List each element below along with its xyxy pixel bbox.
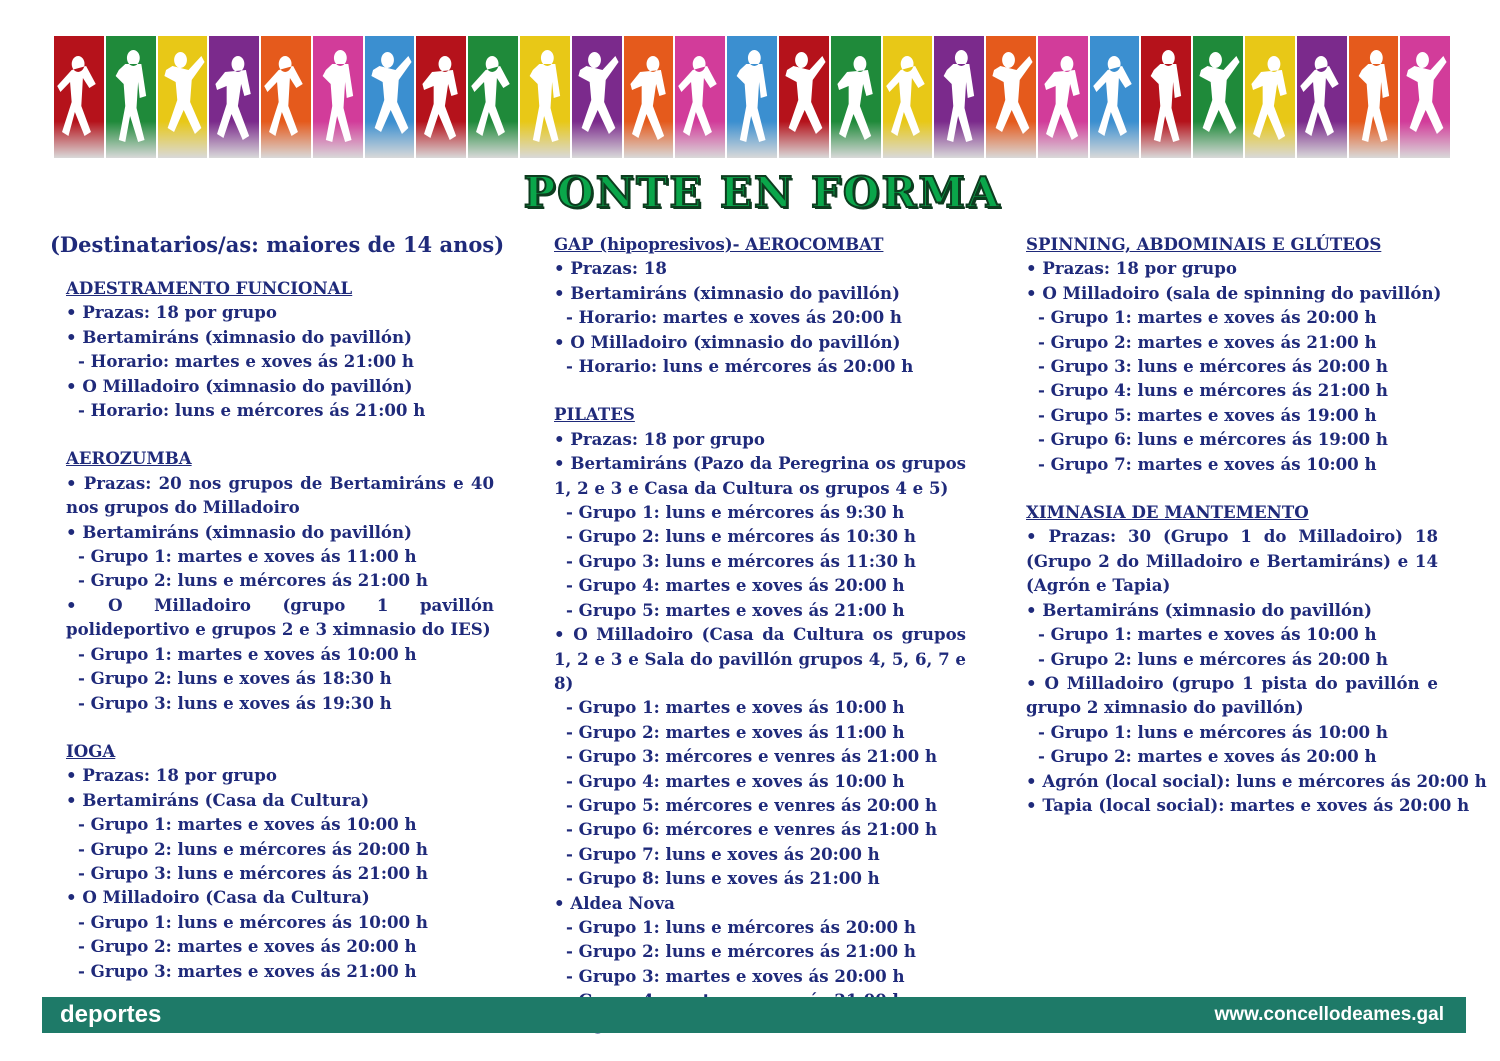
activity-detail: • O Milladoiro (grupo 1 pista do pavillón e grupo 2 ximnasio do pavillón) <box>1026 672 1438 718</box>
activity-heading: IOGA <box>66 740 116 761</box>
banner-tile <box>1245 36 1295 158</box>
banner-tile <box>365 36 415 158</box>
activity-detail: • Agrón (local social): luns e mércores ás 20:00 h <box>1026 770 1487 791</box>
schedule-item: - Grupo 4: martes e xoves ás 20:00 h <box>566 575 905 596</box>
schedule-item: - Grupo 3: luns e xoves ás 19:30 h <box>78 692 392 713</box>
banner-tile <box>934 36 984 158</box>
schedule-item: - Grupo 1: luns e mércores ás 9:30 h <box>566 502 905 523</box>
athlete-silhouette-icon <box>1141 36 1191 158</box>
athlete-silhouette-icon <box>313 36 363 158</box>
banner-tile <box>831 36 881 158</box>
athlete-silhouette-icon <box>468 36 518 158</box>
schedule-item: - Horario: luns e mércores ás 20:00 h <box>566 356 914 377</box>
athlete-silhouette-icon <box>158 36 208 158</box>
schedule-item: - Grupo 1: martes e xoves ás 11:00 h <box>78 546 417 567</box>
activity-section <box>1026 500 1487 817</box>
banner-tile <box>54 36 104 158</box>
schedule-item: - Grupo 3: martes e xoves ás 20:00 h <box>566 965 905 986</box>
athlete-silhouette-icon <box>934 36 984 158</box>
schedule-item: - Horario: martes e xoves ás 20:00 h <box>566 307 902 328</box>
athlete-silhouette-icon <box>883 36 933 158</box>
banner-tile <box>727 36 777 158</box>
activity-detail: • Bertamiráns (Pazo da Peregrina os grupos 1, 2 e 3 e Casa da Cultura os grupos 4 e 5) <box>554 453 966 498</box>
schedule-item: - Grupo 1: luns e mércores ás 10:00 h <box>1038 721 1388 742</box>
schedule-item: - Grupo 2: martes e xoves ás 11:00 h <box>566 721 905 742</box>
athlete-silhouette-icon <box>1245 36 1295 158</box>
schedule-item: - Grupo 1: luns e mércores ás 10:00 h <box>78 911 428 932</box>
banner-tile <box>675 36 725 158</box>
schedule-item: - Grupo 5: martes e xoves ás 21:00 h <box>566 599 905 620</box>
schedule-item: - Grupo 2: luns e mércores ás 10:30 h <box>566 526 916 547</box>
schedule-item: - Grupo 6: mércores e venres ás 21:00 h <box>566 819 938 840</box>
column-right <box>1026 232 1487 841</box>
activity-detail: • Prazas: 18 por grupo <box>1026 258 1237 279</box>
schedule-item: - Grupo 2: martes e xoves ás 20:00 h <box>1038 746 1377 767</box>
activity-detail: • Aldea Nova <box>554 892 675 913</box>
athlete-silhouette-icon <box>54 36 104 158</box>
footer-website-link[interactable]: www.concellodeames.gal <box>1214 1004 1444 1025</box>
banner-tile <box>416 36 466 158</box>
banner-tile <box>1141 36 1191 158</box>
schedule-item: - Grupo 2: luns e mércores ás 20:00 h <box>1038 648 1388 669</box>
column-left <box>66 276 494 1007</box>
activity-detail: • Tapia (local social): martes e xoves ás 20:00 h <box>1026 794 1470 815</box>
schedule-item: - Grupo 2: martes e xoves ás 21:00 h <box>1038 331 1377 352</box>
schedule-item: - Grupo 2: luns e xoves ás 18:30 h <box>78 668 392 689</box>
activity-detail: • Prazas: 18 por grupo <box>66 302 277 323</box>
activity-section <box>1026 232 1442 476</box>
footer-department: deportes <box>60 1001 162 1028</box>
banner-tile <box>986 36 1036 158</box>
schedule-item: - Grupo 1: martes e xoves ás 10:00 h <box>78 643 417 664</box>
athlete-silhouette-icon <box>1297 36 1347 158</box>
activity-detail: • Prazas: 18 por grupo <box>554 428 765 449</box>
banner-tile <box>1349 36 1399 158</box>
athlete-silhouette-icon <box>261 36 311 158</box>
schedule-item: - Horario: martes e xoves ás 21:00 h <box>78 351 414 372</box>
activity-detail: • Bertamiráns (Casa da Cultura) <box>66 789 370 810</box>
banner-tile <box>624 36 674 158</box>
page-title: PONTE EN FORMA <box>523 168 1002 217</box>
audience-note: (Destinatarios/as: maiores de 14 anos) <box>50 232 505 257</box>
schedule-item: - Grupo 6: luns e mércores ás 19:00 h <box>1038 429 1388 450</box>
activity-detail: • Bertamiráns (ximnasio do pavillón) <box>1026 599 1372 620</box>
activity-section <box>66 276 494 422</box>
athlete-silhouette-icon <box>520 36 570 158</box>
schedule-item: - Grupo 1: martes e xoves ás 10:00 h <box>1038 624 1377 645</box>
activity-section <box>554 232 966 378</box>
banner-tile <box>261 36 311 158</box>
athlete-silhouette-icon <box>106 36 156 158</box>
activity-detail: • Prazas: 30 (Grupo 1 do Milladoiro) 18 (Grupo 2 do Milladoiro e Bertamiráns) e 14 (Agrón e Tapia) <box>1026 526 1438 596</box>
banner-tile <box>779 36 829 158</box>
schedule-item: - Grupo 8: luns e xoves ás 21:00 h <box>566 868 880 889</box>
banner-tile <box>158 36 208 158</box>
schedule-item: - Grupo 1: martes e xoves ás 10:00 h <box>78 814 417 835</box>
schedule-item: - Grupo 3: luns e mércores ás 20:00 h <box>1038 356 1388 377</box>
athlete-silhouette-icon <box>1038 36 1088 158</box>
athlete-silhouette-icon <box>779 36 829 158</box>
schedule-item: - Grupo 3: luns e mércores ás 11:30 h <box>566 550 916 571</box>
athlete-silhouette-icon <box>727 36 777 158</box>
schedule-item: - Grupo 4: luns e mércores ás 21:00 h <box>1038 380 1388 401</box>
activity-detail: • O Milladoiro (Casa da Cultura os grupos 1, 2 e 3 e Sala do pavillón grupos 4, 5, 6, 7 e 8) <box>554 624 966 693</box>
schedule-item: - Grupo 5: martes e xoves ás 19:00 h <box>1038 404 1377 425</box>
activity-section <box>66 446 494 714</box>
activity-heading: XIMNASIA DE MANTEMENTO <box>1026 502 1309 523</box>
athlete-silhouette-icon <box>1349 36 1399 158</box>
banner-tile <box>313 36 363 158</box>
activity-detail: • Prazas: 18 <box>554 258 667 279</box>
activity-detail: • Prazas: 18 por grupo <box>66 765 277 786</box>
banner-tile <box>106 36 156 158</box>
schedule-item: - Grupo 2: luns e mércores ás 21:00 h <box>566 941 916 962</box>
banner-tile <box>520 36 570 158</box>
schedule-item: - Grupo 4: martes e xoves ás 10:00 h <box>566 770 905 791</box>
athlete-silhouette-icon <box>986 36 1036 158</box>
banner-tile <box>1090 36 1140 158</box>
schedule-item: - Grupo 2: luns e mércores ás 21:00 h <box>78 570 428 591</box>
banner-tile <box>1038 36 1088 158</box>
schedule-item: - Grupo 3: luns e mércores ás 21:00 h <box>78 862 428 883</box>
schedule-item: - Horario: luns e mércores ás 21:00 h <box>78 400 426 421</box>
banner-tile <box>1193 36 1243 158</box>
activity-heading: AEROZUMBA <box>66 448 192 469</box>
activity-detail: • O Milladoiro (Casa da Cultura) <box>66 887 370 908</box>
activity-section <box>554 402 966 1037</box>
sports-banner <box>54 36 1450 158</box>
activity-heading: PILATES <box>554 404 635 425</box>
schedule-item: - Grupo 5: mércores e venres ás 20:00 h <box>566 794 938 815</box>
activity-detail: • O Milladoiro (ximnasio do pavillón) <box>554 331 901 352</box>
athlete-silhouette-icon <box>1193 36 1243 158</box>
schedule-item: - Grupo 1: martes e xoves ás 10:00 h <box>566 697 905 718</box>
athlete-silhouette-icon <box>675 36 725 158</box>
banner-tile <box>572 36 622 158</box>
activity-detail: • Bertamiráns (ximnasio do pavillón) <box>554 282 900 303</box>
footer-bar <box>42 997 1466 1033</box>
activity-detail: • Prazas: 20 nos grupos de Bertamiráns e 40 nos grupos do Milladoiro <box>66 472 494 518</box>
activity-detail: • O Milladoiro (grupo 1 pavillón polideportivo e grupos 2 e 3 ximnasio do IES) <box>66 594 494 640</box>
activity-detail: • Bertamiráns (ximnasio do pavillón) <box>66 521 412 542</box>
athlete-silhouette-icon <box>416 36 466 158</box>
column-middle <box>554 232 966 1061</box>
banner-tile <box>1297 36 1347 158</box>
schedule-item: - Grupo 3: martes e xoves ás 21:00 h <box>78 960 417 981</box>
schedule-item: - Grupo 1: luns e mércores ás 20:00 h <box>566 916 916 937</box>
activity-heading: GAP (hipopresivos)- AEROCOMBAT <box>554 234 884 254</box>
schedule-item: - Grupo 3: mércores e venres ás 21:00 h <box>566 746 938 767</box>
activity-detail: • O Milladoiro (ximnasio do pavillón) <box>66 375 413 396</box>
banner-tile <box>883 36 933 158</box>
schedule-item: - Grupo 2: luns e mércores ás 20:00 h <box>78 838 428 859</box>
athlete-silhouette-icon <box>365 36 415 158</box>
schedule-item: - Grupo 7: luns e xoves ás 20:00 h <box>566 843 880 864</box>
activity-heading: SPINNING, ABDOMINAIS E GLÚTEOS <box>1026 234 1382 254</box>
banner-tile <box>209 36 259 158</box>
schedule-item: - Grupo 1: martes e xoves ás 20:00 h <box>1038 307 1377 328</box>
athlete-silhouette-icon <box>831 36 881 158</box>
athlete-silhouette-icon <box>1400 36 1450 158</box>
activity-heading: ADESTRAMENTO FUNCIONAL <box>66 278 353 298</box>
athlete-silhouette-icon <box>209 36 259 158</box>
activity-detail: • O Milladoiro (sala de spinning do pavillón) <box>1026 282 1442 303</box>
banner-tile <box>468 36 518 158</box>
banner-tile <box>1400 36 1450 158</box>
athlete-silhouette-icon <box>1090 36 1140 158</box>
athlete-silhouette-icon <box>624 36 674 158</box>
schedule-item: - Grupo 7: martes e xoves ás 10:00 h <box>1038 453 1377 474</box>
activity-detail: • Bertamiráns (ximnasio do pavillón) <box>66 326 412 347</box>
activity-section <box>66 739 494 983</box>
athlete-silhouette-icon <box>572 36 622 158</box>
schedule-item: - Grupo 2: martes e xoves ás 20:00 h <box>78 936 417 957</box>
